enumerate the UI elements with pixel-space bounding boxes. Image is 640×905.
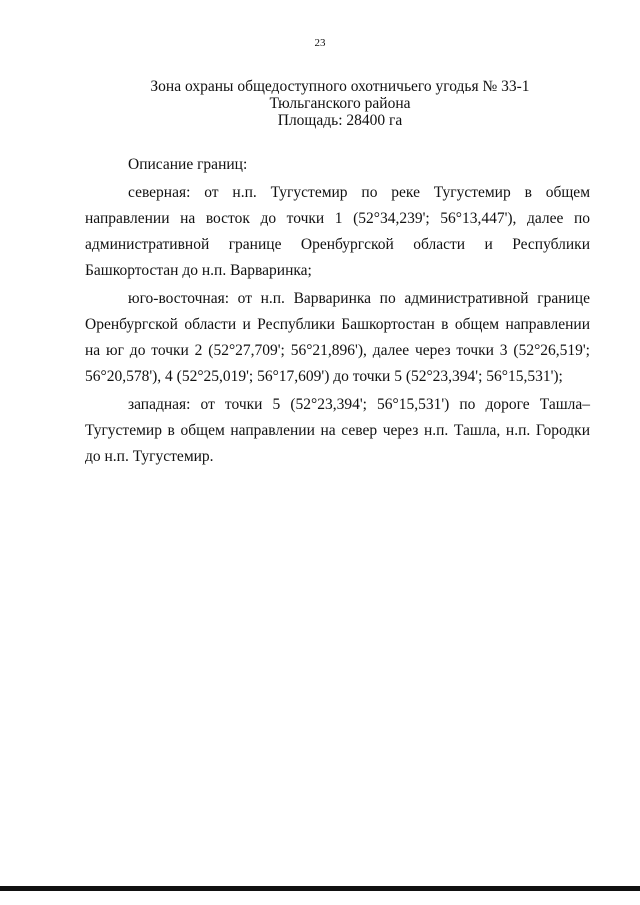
boundaries-heading: Описание границ: xyxy=(128,156,248,173)
boundary-southeast-paragraph: юго-восточная: от н.п. Варваринка по административной границе Оренбургской области и Республики Башкортостан в общем направлении на юг до точки 2 (52°27,709'; 56°21,896'), далее через точки 3 (52°26,519'; 56°20,578'), 4 (52°25,019'; 56°17,609') до точки 5 (52°23,394'; 56°15,531'); xyxy=(85,290,590,385)
page-number: 23 xyxy=(314,37,326,49)
boundary-north-paragraph: северная: от н.п. Тугустемир по реке Тугустемир в общем направлении на восток до точки 1 (52°34,239'; 56°13,447'), далее по административной границе Оренбургской области и Республики Башкортостан до н.п. Варваринка; xyxy=(85,184,590,279)
document-title: Зона охраны общедоступного охотничьего угодья № 33-1 xyxy=(150,78,530,95)
document-header xyxy=(80,78,600,129)
area-line: Площадь: 28400 га xyxy=(277,112,403,129)
document-body xyxy=(85,152,590,472)
district-name: Тюльганского района xyxy=(269,95,411,112)
bottom-divider xyxy=(0,886,640,891)
boundary-west-paragraph: западная: от точки 5 (52°23,394'; 56°15,531') по дороге Ташла–Тугустемир в общем направлении на север через н.п. Ташла, н.п. Городки до н.п. Тугустемир. xyxy=(85,396,590,465)
